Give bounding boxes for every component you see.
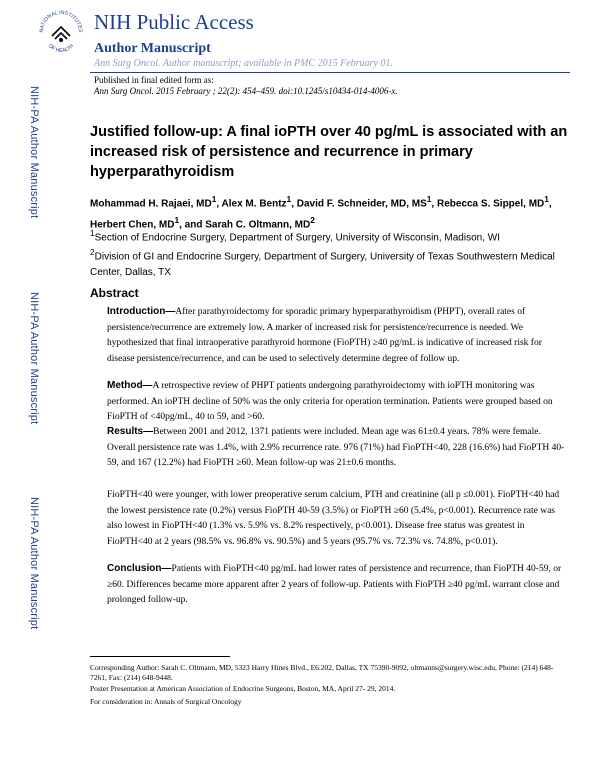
section-label: Results— <box>107 426 154 437</box>
affiliation-sup: 2 <box>90 247 95 257</box>
author-sup: 1 <box>286 194 292 204</box>
section-text: Between 2001 and 2012, 1371 patients were included. Mean age was 61±0.4 years. 78% were female. Overall persistence rate was 1.4%, with 2.9% recurrence rate. 976 (71%) had FioPTH<40, 228 (16.6%) had FioPTH 40-59, and 167 (12.2%) had FioPTH ≥60. Mean follow-up was 21±0.6 months. <box>107 427 565 469</box>
abstract-introduction <box>107 304 567 367</box>
abstract-conclusion <box>107 561 567 609</box>
author-name: Alex M. Bentz <box>221 198 287 210</box>
author-name: Sarah C. Oltmann, MD <box>205 219 311 231</box>
affiliation-text: Section of Endocrine Surgery, Department of Surgery, University of Wisconsin, Madison, WI <box>94 232 500 244</box>
author-name: Herbert Chen, MD <box>90 219 175 231</box>
footnote-correspondence: Corresponding Author: Sarah C. Oltmann, MD, 5323 Harry Hines Blvd., E6.202, Dallas, TX 75390-9092, oltmanns@surgery.wisc.edu, Phone: (214) 648-7261, Fax: (214) 648-9448. <box>90 663 554 682</box>
section-label: Method— <box>107 380 153 391</box>
citation-text: Ann Surg Oncol. 2015 February ; 22(2): 454–459. doi:10.1245/s10434-014-4006-x. <box>94 86 398 96</box>
header-subtitle: Author Manuscript <box>94 41 211 56</box>
logo-text-top: NATIONAL INSTITUTES <box>38 9 84 33</box>
author-sup: 1 <box>174 215 180 226</box>
footnote-consideration: For consideration in: Annals of Surgical Oncology <box>90 697 242 706</box>
footnote-rule <box>90 656 230 657</box>
author-sup: 1 <box>211 194 217 204</box>
header-title: NIH Public Access <box>94 10 254 34</box>
footnote-poster: Poster Presentation at American Association of Endocrine Surgeons, Boston, MA, April 27- 29, 2014. <box>90 684 396 693</box>
section-label: Introduction— <box>107 306 176 317</box>
author-sup: 1 <box>544 194 549 204</box>
author-name: Mohammad H. Rajaei, MD <box>90 198 212 210</box>
author-list: Mohammad H. Rajaei, $MD^1$, Alex M. Bentz$^1$, David F. Schneider, MD, $MS^1$, Rebecca S. Sippel, $MD^1$, Herbert Chen, $MD^1$, and Sarah C. Oltmann, $MD^2$ <box>90 194 552 231</box>
section-text: FioPTH<40 were younger, with lower preoperative serum calcium, PTH and creatinine (all p ≤0.001). FioPTH<40 had the lowest persistence rate (0.2%) versus FioPTH 40-59 (3.5%) or FioPTH ≥60 (5.4%, p<0.001). Recurrence rate was also lowest in FioPTH<40 (1.3% vs. 5.9% vs. 8.2% respectively, p<0.001). Disease free status was greatest in FioPTH<40 at 2 years (98.5% vs. 96.8% vs. 90.5%) and 5 years (95.7% vs. 72.3% vs. 74.8%, p<0.01). <box>107 490 560 547</box>
sidebar-label-1: NIH-PA Author Manuscript <box>28 86 40 219</box>
sidebar-label-3: NIH-PA Author Manuscript <box>28 497 40 630</box>
citation <box>94 86 398 96</box>
affiliation-text: Division of GI and Endocrine Surgery, Department of Surgery, University of Texas Southwestern Medical Center, Dallas, TX <box>90 251 555 279</box>
affiliation-sup: 1 <box>90 228 95 238</box>
abstract-method <box>107 378 567 426</box>
section-label: Conclusion— <box>107 563 172 574</box>
published-label: Published in final edited form as: <box>94 75 214 85</box>
availability-note: Ann Surg Oncol. Author manuscript; available in PMC 2015 February 01. <box>94 58 393 69</box>
section-text: After parathyroidectomy for sporadic primary hyperparathyroidism (PHPT), overall rates of persistence/recurrence are extremely low. A marker of increased risk for persistence/recurrence is needed. We hypothesized that final intraoperative parathyroid hormone (FioPTH) ≥40 pg/mL is indicative of increased risk for disease persistence/recurrence, and can be used to selectively determine degree of follow up. <box>107 307 542 364</box>
abstract-heading: Abstract <box>90 286 139 300</box>
svg-text:OF HEALTH <box>47 43 75 54</box>
section-text: A retrospective review of PHPT patients undergoing parathyroidectomy with ioPTH monitoring was performed. An ioPTH decline of 50% was the only criteria for operation termination. Patients were grouped based on FioPTH of <40pg/mL, 40 to 59, and >60. <box>107 381 553 423</box>
abstract-results-continued <box>107 488 567 550</box>
header-rule <box>90 72 570 73</box>
author-name: Rebecca S. Sippel, MD <box>436 198 545 210</box>
logo-text-bottom: OF HEALTH <box>46 43 76 55</box>
affiliation-2 <box>90 244 570 281</box>
svg-text:NATIONAL INSTITUTES <box>39 10 83 33</box>
sidebar-label-2: NIH-PA Author Manuscript <box>28 292 40 425</box>
abstract-results <box>107 424 567 472</box>
author-name: David F. Schneider, MD, MS <box>296 198 427 210</box>
article-title: Justified follow-up: A final ioPTH over 40 pg/mL is associated with an increased risk of persistence and recurrence in primary hyperparathyroidism <box>90 124 568 180</box>
author-sup: 1 <box>426 194 432 204</box>
nih-seal-logo <box>35 6 87 58</box>
section-text: Patients with FioPTH<40 pg/mL had lower rates of persistence and recurrence, than FioPTH 40-59, or ≥60. Differences became more apparent after 2 years of follow-up. Patients with FioPTH ≥40 pg/mL warrant close and prolonged follow-up. <box>107 564 562 606</box>
author-sup: 2 <box>310 215 315 226</box>
